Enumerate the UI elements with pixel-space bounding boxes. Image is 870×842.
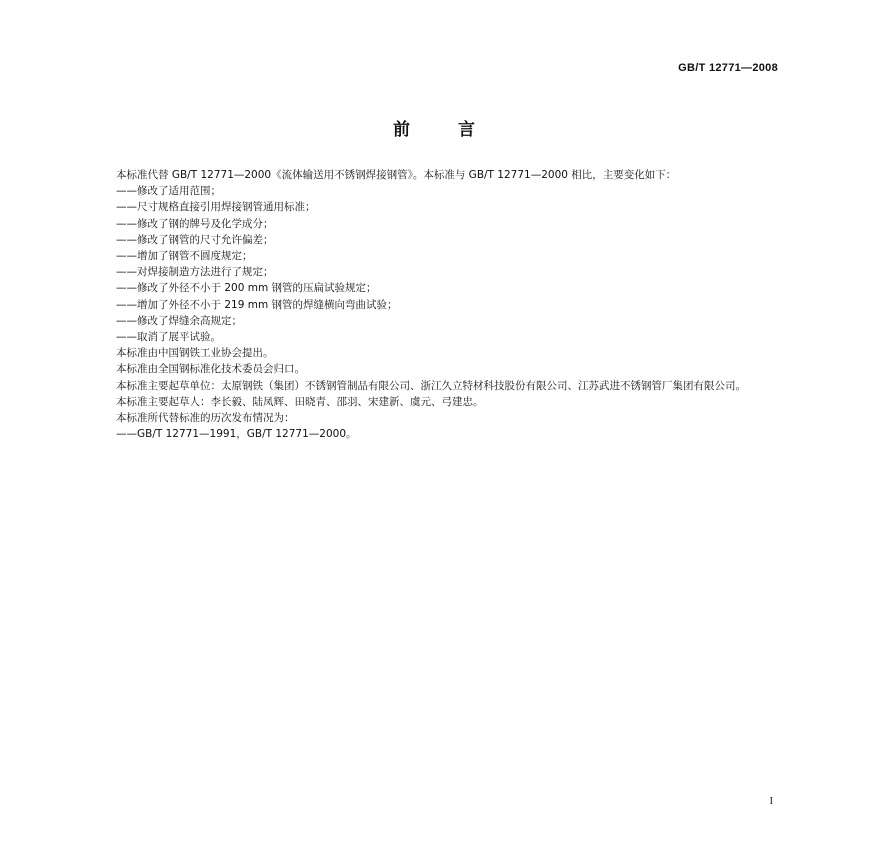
change-item: ——对焊接制造方法进行了规定； (116, 266, 274, 279)
change-item: ——增加了钢管不圆度规定； (116, 250, 253, 263)
history-item: ——GB/T 12771—1991，GB/T 12771—2000。 (116, 428, 357, 441)
standard-code-header: GB/T 12771—2008 (678, 62, 778, 74)
change-item: ——取消了展平试验。 (116, 331, 221, 344)
title-char-2: 言 (458, 120, 477, 140)
foreword-body (95, 167, 779, 442)
page-number: I (769, 796, 773, 807)
change-item: ——修改了适用范围； (116, 185, 221, 198)
proposed-by-paragraph: 本标准由中国钢铁工业协会提出。 (116, 347, 274, 360)
change-item: ——修改了焊缝余高规定； (116, 314, 242, 327)
history-intro-paragraph: 本标准所代替标准的历次发布情况为： (116, 412, 295, 425)
title-char-1: 前 (393, 120, 412, 140)
change-item: ——增加了外径不小于 219 mm 钢管的焊缝横向弯曲试验； (116, 298, 398, 311)
change-item: ——修改了外径不小于 200 mm 钢管的压扁试验规定； (116, 282, 377, 295)
drafting-units-paragraph: 本标准主要起草单位：太原钢铁（集团）不锈钢管制品有限公司、浙江久立特材科技股份有限公司、江苏武进不锈钢管厂集团有限公司。 (116, 379, 746, 392)
change-item: ——尺寸规格直接引用焊接钢管通用标准； (116, 201, 316, 214)
page-title (0, 115, 870, 140)
change-item: ——修改了钢管的尺寸允许偏差； (116, 233, 274, 246)
intro-paragraph: 本标准代替 GB/T 12771—2000《流体输送用不锈钢焊接钢管》。本标准与 GB/T 12771—2000 相比，主要变化如下： (116, 169, 677, 181)
drafters-paragraph: 本标准主要起草人：李长毅、陆凤辉、田晓青、邵羽、宋建新、虞元、弓建忠。 (116, 395, 484, 408)
centralized-by-paragraph: 本标准由全国钢标准化技术委员会归口。 (116, 363, 305, 376)
change-item: ——修改了钢的牌号及化学成分； (116, 217, 274, 230)
